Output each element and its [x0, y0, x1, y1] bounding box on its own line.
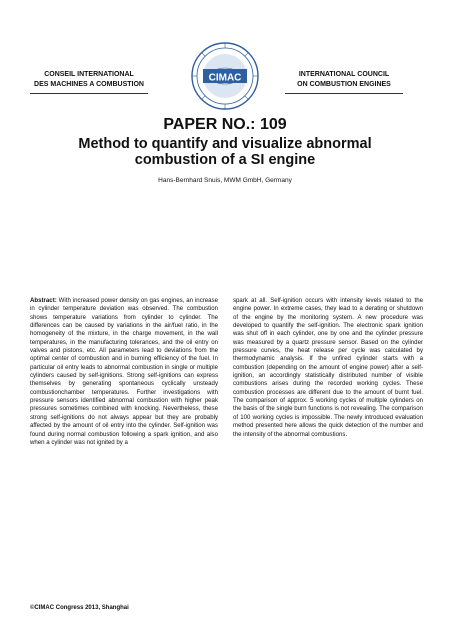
- header-rule-left: [30, 93, 148, 94]
- logo-text: CIMAC: [208, 72, 242, 84]
- cimac-logo: [191, 42, 259, 110]
- abstract-text-left: With increased power density on gas engines, an increase in cylinder temperature deviation was observed. The combustion shows temperature variations from cylinder to cylinder. The differences can be caused by variations in the air/fuel ratio, in the homogeneity of the mixture, in the charge movement, in the wall temperatures, in the manufacturing tolerances, and the oil entry on valves and pistons, etc. All parameters lead to deviations from the optimal center of combustion and in burning efficiency of the fuel. In particular oil entry leads to abnormal combustion in single or multiple cylinders caused by self-ignitions. Strong self-ignitions can express themselves by generating spontaneous cyclically unsteady combustionchamber temperatures. Further investigations with pressure sensors identified abnormal combustion with higher peak pressures sometimes combined with knocking. Nevertheless, these strong self-ignitions do not always appear but they are probably affected by the amount of oil entry into the cylinder. Self-ignition was found during normal combustion following a spark ignition, and also when a cylinder was not ignited by a: [30, 297, 218, 446]
- council-french-line1: CONSEIL INTERNATIONAL: [44, 71, 134, 78]
- abstract-label: Abstract:: [30, 297, 57, 304]
- council-french-line2: DES MACHINES A COMBUSTION: [34, 81, 144, 88]
- abstract-left-column: [30, 297, 218, 447]
- council-english-line1: INTERNATIONAL COUNCIL: [298, 71, 390, 78]
- author-line: Hans-Bernhard Snuis, MWM GmbH, Germany: [158, 177, 292, 184]
- council-english-line2: ON COMBUSTION ENGINES: [297, 81, 391, 88]
- abstract-text-right: spark at all. Self-ignition occurs with intensity levels related to the engine power. In extreme cases, they lead to a derating or shutdown of the engine by the monitoring system. A new procedure was developed to quantify the self-ignition. The electronic spark ignition was shut off in each cylinder, one by one and the cylinder pressure was measured by a quartz pressure sensor. Based on the cylinder pressure curves, the heat release per cycle was calculated by thermodynamic analysis. If the unfired cylinder starts with a combustion (depending on the amount of engine power) after a self-ignition, an accordingly statistically distributed number of visible combustions arises during the recorded working cycles. These combustion processes are different due to the amount of burnt fuel. The comparison of approx. 5 working cycles of multiple cylinders on the basis of the single burn functions is not revealing. The comparison of 100 working cycles is impossible. The newly introduced evaluation method presented here allows the quick detection of the number and the intensity of the abnormal combustions.: [233, 297, 423, 438]
- header-rule-right: [285, 93, 403, 94]
- paper-title-line2: combustion of a SI engine: [134, 151, 316, 168]
- council-name-french: [30, 70, 148, 94]
- paper-title-block: [0, 116, 450, 168]
- footer-copyright: ©CIMAC Congress 2013, Shanghai: [30, 605, 129, 611]
- paper-title-line1: Method to quantify and visualize abnormal: [78, 136, 372, 152]
- paper-number: PAPER NO.: 109: [163, 116, 287, 133]
- abstract-right-column: [233, 297, 423, 439]
- council-name-english: [285, 70, 403, 94]
